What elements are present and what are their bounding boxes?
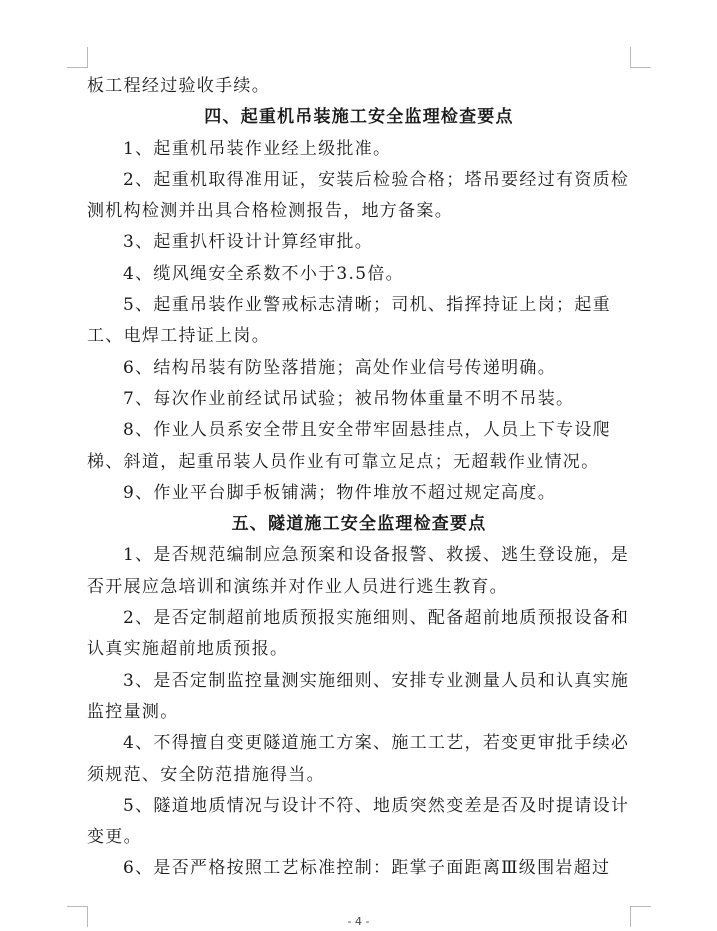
crane-item-2: 2、起重机取得准用证，安装后检验合格；塔吊要经过有资质检测机构检测并出具合格检测报告，地方备案。 bbox=[87, 169, 630, 222]
page-body bbox=[87, 71, 631, 885]
tunnel-item-2: 2、是否定制超前地质预报实施细则、配备超前地质预报设备和认真实施超前地质预报。 bbox=[87, 608, 630, 660]
crane-item-5: 5、起重吊装作业警戒标志清晰；司机、指挥持证上岗；起重工、电焊工持证上岗。 bbox=[87, 295, 611, 347]
section-heading-crane-hoisting: 四、起重机吊装施工安全监理检查要点 bbox=[204, 107, 514, 128]
crane-item-7: 7、每次作业前经试吊试验；被吊物体重量不明不吊装。 bbox=[123, 388, 575, 409]
crane-item-4: 4、缆风绳安全系数不小于3.5倍。 bbox=[123, 263, 404, 284]
tunnel-item-1: 1、是否规范编制应急预案和设备报警、救援、逃生登设施，是否开展应急培训和演练并对作业人员进行逃生教育。 bbox=[87, 545, 630, 597]
crane-item-1: 1、起重机吊装作业经上级批准。 bbox=[123, 138, 392, 159]
crane-item-8: 8、作业人员系安全带且安全带牢固悬挂点，人员上下专设爬梯、斜道，起重吊装人员作业有可靠立足点；无超载作业情况。 bbox=[87, 420, 611, 472]
section-heading-tunnel: 五、隧道施工安全监理检查要点 bbox=[231, 514, 487, 535]
continued-paragraph: 板工程经过验收手续。 bbox=[87, 76, 270, 96]
crop-mark-top-right bbox=[630, 47, 651, 68]
tunnel-item-4: 4、不得擅自变更隧道施工方案、施工工艺，若变更审批手续必须规范、安全防范措施得当。 bbox=[87, 733, 630, 785]
crane-item-9: 9、作业平台脚手板铺满；物件堆放不超过规定高度。 bbox=[123, 482, 557, 503]
page-number: - 4 - bbox=[347, 915, 370, 928]
crane-item-3: 3、起重扒杆设计计算经审批。 bbox=[123, 232, 374, 253]
tunnel-item-5: 5、隧道地质情况与设计不符、地质突然变差是否及时提请设计变更。 bbox=[87, 795, 630, 848]
tunnel-item-3: 3、是否定制监控量测实施细则、安排专业测量人员和认真实施监控量测。 bbox=[87, 670, 630, 722]
crop-mark-top-left bbox=[67, 47, 88, 68]
crane-item-6: 6、结构吊装有防坠落措施；高处作业信号传递明确。 bbox=[123, 357, 557, 378]
tunnel-item-6: 6、是否严格按照工艺标准控制：距掌子面距离Ⅲ级围岩超过 bbox=[123, 858, 611, 879]
